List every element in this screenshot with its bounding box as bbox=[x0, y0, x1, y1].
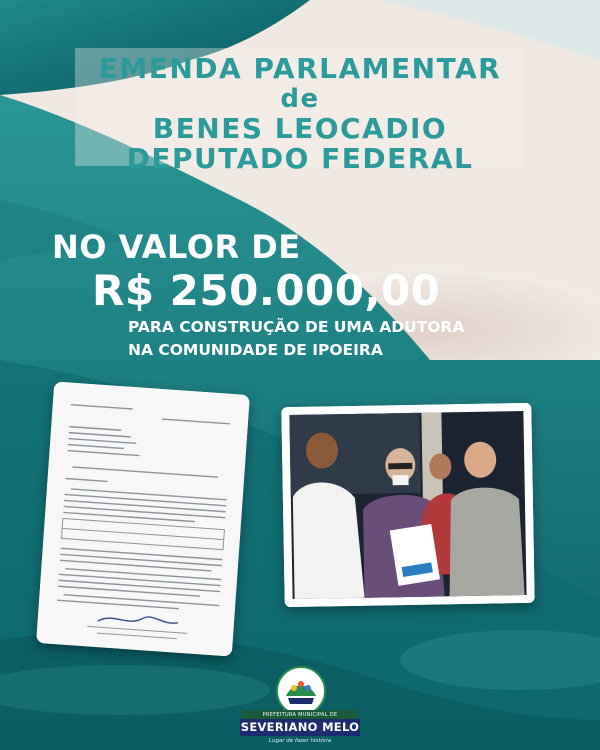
amount-prefix: NO VALOR DE bbox=[52, 228, 301, 266]
document-image bbox=[36, 381, 250, 656]
headline-line-4: DEPUTADO FEDERAL bbox=[126, 142, 474, 175]
purpose-line-2: NA COMUNIDADE DE IPOEIRA bbox=[128, 341, 383, 359]
amount-block bbox=[52, 228, 440, 316]
municipal-seal-icon bbox=[276, 666, 326, 716]
headline-line-1: EMENDA PARLAMENTAR bbox=[98, 52, 502, 85]
purpose-line-1: PARA CONSTRUÇÃO DE UMA ADUTORA bbox=[128, 318, 465, 336]
document-page-graphic bbox=[36, 381, 250, 656]
headline-line-2: de bbox=[280, 84, 320, 114]
logo-name: SEVERIANO MELO bbox=[240, 720, 360, 734]
ceremony-photo bbox=[281, 403, 534, 607]
municipality-logo bbox=[240, 666, 360, 750]
amount-value: R$ 250.000,00 bbox=[92, 266, 441, 315]
logo-slogan: Lugar de fazer história bbox=[268, 738, 332, 744]
logo-top-text: PREFEITURA MUNICIPAL DE bbox=[242, 710, 358, 721]
ceremony-photo-graphic bbox=[281, 403, 534, 607]
headline bbox=[0, 54, 600, 174]
headline-line-3: BENES LEOCADIO bbox=[152, 112, 448, 145]
purpose-text bbox=[128, 316, 464, 362]
